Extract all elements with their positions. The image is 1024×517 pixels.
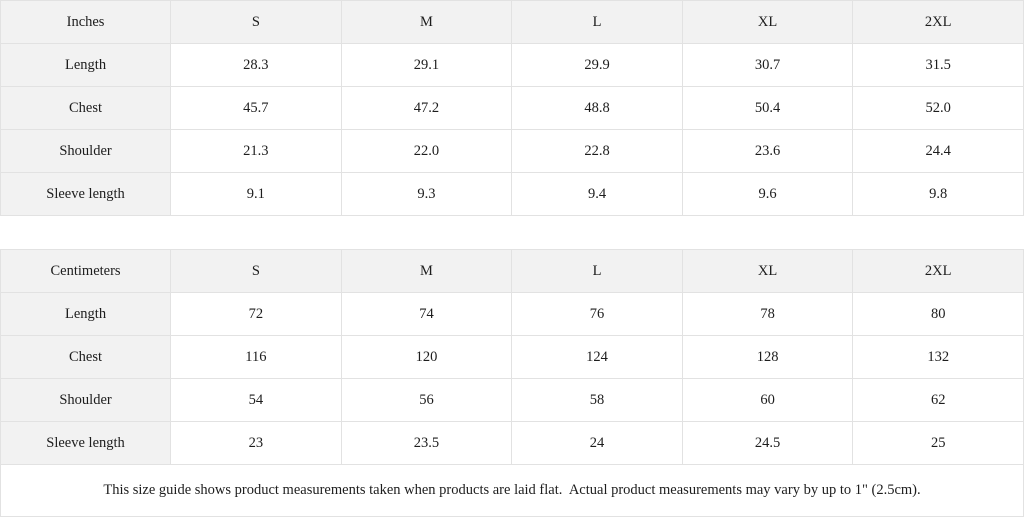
measure-value: 9.8 xyxy=(853,173,1024,216)
measure-value: 62 xyxy=(853,379,1024,422)
measure-value: 31.5 xyxy=(853,44,1024,87)
table-row xyxy=(1,173,1024,216)
unit-label-centimeters: Centimeters xyxy=(1,250,171,293)
measure-value: 116 xyxy=(171,336,342,379)
size-header-2xl: 2XL xyxy=(853,1,1024,44)
measure-label-sleeve-length: Sleeve length xyxy=(1,173,171,216)
table-row xyxy=(1,379,1024,422)
measure-label-chest: Chest xyxy=(1,336,171,379)
measure-value: 28.3 xyxy=(171,44,342,87)
measure-value: 21.3 xyxy=(171,130,342,173)
table-spacer xyxy=(0,216,1024,249)
measure-value: 22.0 xyxy=(341,130,512,173)
size-header-xl: XL xyxy=(682,1,853,44)
measure-value: 9.3 xyxy=(341,173,512,216)
size-header-l: L xyxy=(512,1,683,44)
measure-value: 22.8 xyxy=(512,130,683,173)
measure-label-length: Length xyxy=(1,293,171,336)
measure-value: 50.4 xyxy=(682,87,853,130)
measure-value: 58 xyxy=(512,379,683,422)
measure-value: 78 xyxy=(682,293,853,336)
table-row xyxy=(1,293,1024,336)
measure-value: 29.9 xyxy=(512,44,683,87)
measure-value: 52.0 xyxy=(853,87,1024,130)
measure-value: 23.5 xyxy=(341,422,512,465)
table-header-row xyxy=(1,250,1024,293)
measure-value: 23.6 xyxy=(682,130,853,173)
unit-label-inches: Inches xyxy=(1,1,171,44)
measure-value: 47.2 xyxy=(341,87,512,130)
table-row xyxy=(1,87,1024,130)
measure-value: 24 xyxy=(512,422,683,465)
size-table-centimeters xyxy=(0,249,1024,465)
table-row xyxy=(1,422,1024,465)
measure-value: 132 xyxy=(853,336,1024,379)
measure-value: 124 xyxy=(512,336,683,379)
measure-label-shoulder: Shoulder xyxy=(1,130,171,173)
measure-value: 56 xyxy=(341,379,512,422)
size-header-2xl: 2XL xyxy=(853,250,1024,293)
measure-value: 76 xyxy=(512,293,683,336)
size-guide-note xyxy=(0,465,1024,517)
measure-value: 9.6 xyxy=(682,173,853,216)
measure-value: 29.1 xyxy=(341,44,512,87)
measure-value: 60 xyxy=(682,379,853,422)
measure-value: 74 xyxy=(341,293,512,336)
table-header-row xyxy=(1,1,1024,44)
measure-value: 9.4 xyxy=(512,173,683,216)
measure-value: 48.8 xyxy=(512,87,683,130)
measure-value: 128 xyxy=(682,336,853,379)
size-header-s: S xyxy=(171,250,342,293)
measure-value: 54 xyxy=(171,379,342,422)
size-header-xl: XL xyxy=(682,250,853,293)
measure-value: 23 xyxy=(171,422,342,465)
measure-value: 24.4 xyxy=(853,130,1024,173)
size-guide-note-text: This size guide shows product measurements taken when products are laid flat. Actual product measurements may vary by up to 1" (2.5cm). xyxy=(103,482,921,498)
measure-value: 24.5 xyxy=(682,422,853,465)
measure-value: 30.7 xyxy=(682,44,853,87)
size-table-inches xyxy=(0,0,1024,216)
measure-value: 72 xyxy=(171,293,342,336)
measure-label-sleeve-length: Sleeve length xyxy=(1,422,171,465)
table-row xyxy=(1,130,1024,173)
table-row xyxy=(1,336,1024,379)
measure-label-shoulder: Shoulder xyxy=(1,379,171,422)
size-header-m: M xyxy=(341,1,512,44)
size-header-s: S xyxy=(171,1,342,44)
size-header-l: L xyxy=(512,250,683,293)
measure-value: 45.7 xyxy=(171,87,342,130)
measure-value: 120 xyxy=(341,336,512,379)
measure-value: 80 xyxy=(853,293,1024,336)
measure-label-length: Length xyxy=(1,44,171,87)
measure-label-chest: Chest xyxy=(1,87,171,130)
measure-value: 9.1 xyxy=(171,173,342,216)
size-header-m: M xyxy=(341,250,512,293)
measure-value: 25 xyxy=(853,422,1024,465)
table-row xyxy=(1,44,1024,87)
